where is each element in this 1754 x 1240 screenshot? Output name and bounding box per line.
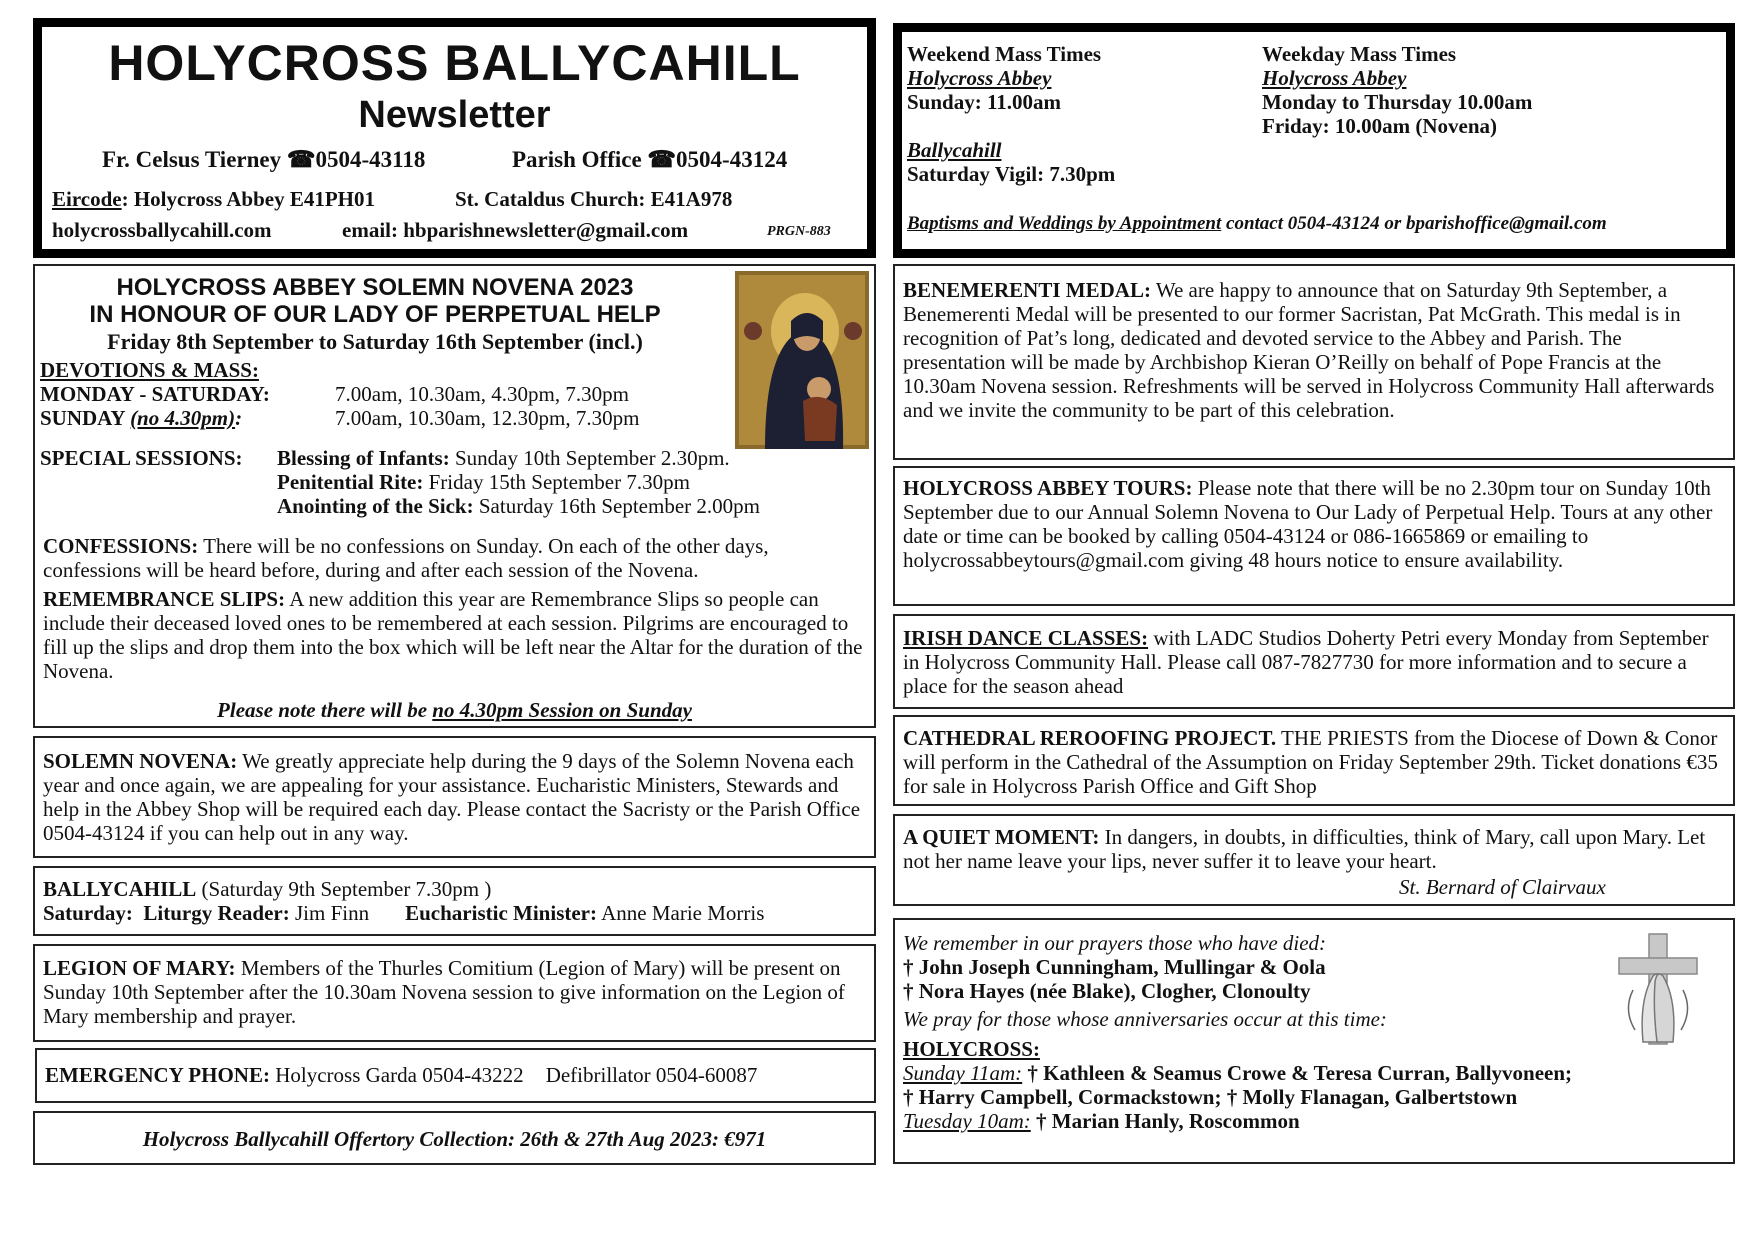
minister-label: Eucharistic Minister: [405,901,597,925]
sunday-anniversaries [903,1061,1572,1085]
sunday-label: SUNDAY [40,406,131,430]
slips-label: REMEMBRANCE SLIPS: [43,587,286,611]
novena-box [33,264,876,728]
newsletter-subtitle: Newsletter [358,94,551,136]
solemn-label: SOLEMN NOVENA: [43,749,238,773]
benemerenti-text: We are happy to announce that on Saturday 9th September, a Benemerenti Medal will be presented to our former Sacristan, Pat McGrath. This medal is in recognition of Pat’s long, dedicated and devoted service to the Abbey and Parish. The presentation will be made by Archbishop Kieran O’Reilly on behalf of Pope Francis at the 10.30am Novena session. Refreshments will be served in Holycross Community Hall afterwards and we invite the community to be part of this celebration. [903,278,1715,422]
ballycahill-heading [43,877,866,901]
legion-text: Members of the Thurles Comitium (Legion of Mary) will be present on Sunday 10th September after the 10.30am Novena session to give information on the Legion of Mary membership and prayer. [43,956,845,1028]
benemerenti-box [893,264,1735,460]
quiet-label: A QUIET MOMENT: [903,825,1100,849]
legion-of-mary-box [33,944,876,1042]
ballycahill-ministers [43,901,866,925]
sunday-anniv-names: † Kathleen & Seamus Crowe & Teresa Curran, Ballyvoneen; [1022,1061,1573,1085]
reader-label: Liturgy Reader: [143,901,290,925]
legion-label: LEGION OF MARY: [43,956,236,980]
quiet-moment-box [893,814,1735,906]
tuesday-anniv-names: † Marian Hanly, Roscommon [1030,1109,1300,1133]
session-time: Sunday 10th September 2.30pm. [449,446,730,470]
cathedral-paragraph [903,726,1725,798]
special-sessions-list [277,446,760,518]
tours-paragraph [903,476,1725,572]
garda-phone: Holycross Garda 0504-43222 [269,1063,524,1087]
weekend-time-abbey: Sunday: 11.00am [907,90,1062,114]
reader-name: Jim Finn [289,901,370,925]
email-contact[interactable]: email: hbparishnewsletter@gmail.com [342,218,689,242]
emergency-label: EMERGENCY PHONE: [45,1063,270,1087]
deceased-name: † John Joseph Cunningham, Mullingar & Oola [903,955,1326,979]
solemn-text: We greatly appreciate help during the 9 days of the Solemn Novena each year and once again, we are appealing for your assistance. Eucharistic Ministers, Stewards and help in the Abbey Shop will be required each day. Please contact the Sacristy or the Parish Office 0504-43124 if you can help out in any way. [43,749,861,845]
offertory-box [33,1111,876,1165]
dance-paragraph [903,626,1725,698]
newsletter-title: HOLYCROSS BALLYCAHILL [108,35,801,91]
sunday-note: (no 4.30pm) [130,406,236,430]
tuesday-anniversaries [903,1109,1572,1133]
office-contact: Parish Office ☎0504-43124 [512,147,788,172]
prgn-code: PRGN-883 [767,224,831,239]
tours-text: Please note that there will be no 2.30pm tour on Sunday 10th September due to our Annual Solemn Novena to Our Lady of Perpetual Help. Tours at any other date or time can be booked by calling 0504-43124 or 086-1665869 or emailing to holycrossabbeytours@gmail.com giving 48 hours notice to ensure availability. [903,476,1713,572]
ballycahill-box [33,866,876,936]
deceased-name: † Nora Hayes (née Blake), Clogher, Clonoulty [903,979,1311,1003]
tuesday-anniv-label: Tuesday 10am: [903,1109,1031,1133]
abbey-tours-box [893,466,1735,606]
sunday-anniv-label: Sunday 11am: [903,1061,1023,1085]
solemn-novena-box [33,736,876,858]
dance-text: with LADC Studios Doherty Petri every Monday from September in Holycross Community Hall. Please call 087-7827730 for more information and to secure a place for the season ahead [903,626,1709,698]
dance-label: IRISH DANCE CLASSES: [903,626,1149,650]
weekday-time-fri: Friday: 10.00am (Novena) [1262,114,1498,138]
weekend-place-abbey: Holycross Abbey [907,66,1052,90]
eircode-church: St. Cataldus Church: E41A978 [455,187,733,211]
quiet-attribution: St. Bernard of Clairvaux [1399,875,1606,899]
defibrillator-phone: Defibrillator 0504-60087 [545,1063,758,1087]
ballycahill-date: (Saturday 9th September 7.30pm ) [196,877,492,901]
ballycahill-label: BALLYCAHILL [43,877,197,901]
mass-times-box [893,23,1735,258]
session-name: Penitential Rite: [277,470,424,494]
our-lady-of-perpetual-help-icon [735,271,869,449]
weekday-time-mon-thu: Monday to Thursday 10.00am [1262,90,1533,114]
eircode-abbey: : Holycross Abbey E41PH01 [121,187,375,211]
weekend-title: Weekend Mass Times [907,42,1102,66]
legion-paragraph [43,956,866,1028]
priest-contact: Fr. Celsus Tierney ☎0504-43118 [102,147,426,172]
session-item [277,494,760,518]
note-text: Please note there will be [217,698,433,722]
solemn-novena-paragraph [43,749,866,845]
offertory-text: Holycross Ballycahill Offertory Collection: 26th & 27th Aug 2023: €971 [142,1127,767,1151]
novena-note [35,698,874,723]
anniversary-intro: We pray for those whose anniversaries occur at this time: [903,1007,1387,1031]
sunday-colon: : [235,406,243,430]
eircode-line [52,187,375,212]
prayers-box [893,918,1735,1164]
mon-sat-times: 7.00am, 10.30am, 4.30pm, 7.30pm [335,382,629,406]
weekday-place: Holycross Abbey [1262,66,1407,90]
devotions-heading: DEVOTIONS & MASS: [40,358,259,382]
eircode-label: Eircode [52,187,122,211]
session-time: Friday 15th September 7.30pm [423,470,690,494]
novena-title-dedication: IN HONOUR OF OUR LADY OF PERPETUAL HELP [89,301,661,328]
novena-dates: Friday 8th September to Saturday 16th September (incl.) [107,329,643,354]
quiet-paragraph [903,825,1725,873]
saturday-label: Saturday: [43,901,133,925]
praying-hands-cross-icon [1613,930,1703,1048]
sunday-line [40,406,242,431]
remembrance-slips-paragraph [43,587,866,683]
sunday-times: 7.00am, 10.30am, 12.30pm, 7.30pm [335,406,640,430]
benemerenti-paragraph [903,278,1725,422]
cathedral-box [893,715,1735,806]
novena-title: HOLYCROSS ABBEY SOLEMN NOVENA 2023 [116,274,634,301]
cathedral-label: CATHEDRAL REROOFING PROJECT. [903,726,1277,750]
weekday-title: Weekday Mass Times [1262,42,1457,66]
holycross-heading: HOLYCROSS: [903,1037,1040,1061]
confessions-text: There will be no confessions on Sunday. On each of the other days, confessions will be heard before, during and after each session of the Novena. [43,534,769,582]
emergency-phone-box [35,1048,876,1103]
slips-text: A new addition this year are Remembrance Slips so people can include their deceased loved ones to be remembered at each session. Pilgrims are encouraged to fill up the slips and drop them into the box which will be left near the Altar for the duration of the Novena. [43,587,863,683]
session-name: Blessing of Infants: [277,446,450,470]
cathedral-text: THE PRIESTS from the Diocese of Down & Conor will perform in the Cathedral of the Assumption on Friday September 29th. Ticket donations €35 for sale in Holycross Parish Office and Gift Shop [903,726,1718,798]
newsletter-header [33,18,876,258]
baptisms-contact: contact 0504-43124 or bparishoffice@gmail.com [1221,213,1607,234]
mon-sat-label: MONDAY - SATURDAY: [40,382,270,406]
confessions-paragraph [43,534,866,582]
session-item [277,470,760,494]
baptisms-line [907,213,1607,235]
minister-name: Anne Marie Morris [597,901,765,925]
benemerenti-label: BENEMERENTI MEDAL: [903,278,1151,302]
session-name: Anointing of the Sick: [277,494,474,518]
irish-dance-box [893,614,1735,709]
note-emphasis: no 4.30pm Session on Sunday [432,698,692,722]
emergency-line [45,1063,866,1087]
prayers-intro: We remember in our prayers those who have died: [903,931,1327,955]
session-item [277,446,760,470]
weekend-time-ballycahill: Saturday Vigil: 7.30pm [907,162,1116,186]
tours-label: HOLYCROSS ABBEY TOURS: [903,476,1193,500]
baptisms-label: Baptisms and Weddings by Appointment [907,213,1222,234]
confessions-label: CONFESSIONS: [43,534,199,558]
quiet-text: In dangers, in doubts, in difficulties, think of Mary, call upon Mary. Let not her name leave your lips, never suffer it to leave your heart. [903,825,1706,873]
session-time: Saturday 16th September 2.00pm [473,494,760,518]
sunday-anniversaries-cont: † Harry Campbell, Cormackstown; † Molly Flanagan, Galbertstown [903,1085,1518,1109]
website-link[interactable]: holycrossballycahill.com [52,218,272,242]
weekend-place-ballycahill: Ballycahill [907,138,1002,162]
special-sessions-label: SPECIAL SESSIONS: [40,446,243,470]
